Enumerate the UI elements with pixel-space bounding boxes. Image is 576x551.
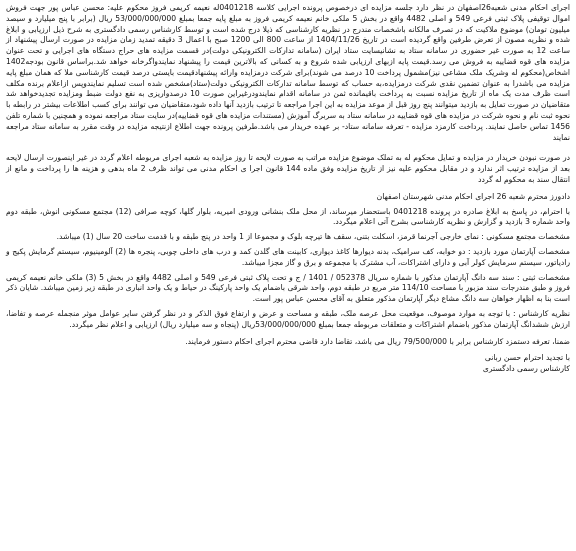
signature-closing: با تجدید احترام حسن ربانی xyxy=(484,353,570,363)
expert-fee-paragraph: ضمنا، تعرفه دستمزد کارشناس برابر با 79/500/000 ریال می باشد، تقاضا دارد قاضی محترم اجرای احکام دستور فرمایند. xyxy=(185,336,570,346)
judgment-creditor-clause-paragraph: در صورت نبودن خریدار در مزایده و تمایل محکوم له به تملک موضوع مزایده مراتب به صورت لایحه تا روز مزایده به شعبه اجرای مربوطه اعلام گردد در غیر اینصورت ارسال لایحه بعد از مزایده ترتیب اثر ندارد و در مقابل محکوم علیه نیز از تاریخ مزایده وفق ماده 144 قانون اجرا ی احکام مدنی می تواند ظرف 2 ماه بدهی و هزینه ها را پرداخت و مانع از انتقال سند به محکوم له گردد xyxy=(6,153,571,184)
report-addressee: دادورز محترم شعبه 26 اجرای احکام مدنی شهرستان اصفهان xyxy=(376,191,570,201)
registration-details-paragraph: مشخصات ثبتی : سند سه دانگ آپارتمان مذکور با شماره سریال 052378 / 1401 / ج و تحت پلاک ثبتی فرعی 549 و اصلی 4482 واقع در بخش 5 (3) ملکی خانم نعیمه کریمی فروز و طبق مندرجات سند مزبور با مساحت 114/10 متر مربع در طبقه دوم، واحد شرقی باضمام یک واحد پارکینگ در حیاط و یک واحد انباری در طبقه زیر زمین میباشد. شایان ذکر است بنا به اظهار خواهان سه دانگ مشاع دیگر آپارتمان مذکور متعلق به آقای محسن عباس پور است. xyxy=(6,272,571,304)
auction-announcement-paragraph: اجرای احکام مدنی شعبه26اصفهان در نظر دارد جلسه مزایده ای درخصوص پرونده اجرایی کلاسه 0401218له نعیمه کریمی فروز محکوم علیه: محسن عباس پور جهت فروش اموال توقیفی پلاک ثبتی فرعی 549 و اصلی 4482 واقع در بخش 5 ملکی خانم نعیمه کریمی فروز به مبلغ پایه جمعا بمبلغ 53/000/000/000 ریال (برابر با پنج میلیارد و سیصد میلیون تومان) موضوع ملاکیت که در تصرف مالکانه باشخصات مندرج در نظریه کارشناسی که ذیلا درج شده است و توسط کارشناس رسمی دادگستری به شرح ذیل ارزیابی و ابلاغ شده و نظریه مصون از تعرض طرفین واقع گردیده است در تاریخ 1404/11/26 از ساعت 800 الی 1200 صبح با اعمال 3 دقیقه تمدید زمان مزایده در صورت ارسال پیشنهاد از ساعت 12 به صورت غیر حضوری در سامانه ستاد به نشانیسایت ستاد ایران (سامانه تدارکات الکترونیکی دولت)در قسمت مزایده های حراج دستگاه های اجرایی و تحت عنوان مزایده های قوه قضاییه به فروش می رسد.قیمت پایه ازبهای ارزیابی شده شروع و به کسانی که بالاترین قیمت را پیشنهاد نمایندواگرخانه خواهد شد.براساس قانون بودجه1402 اشخاص(محکوم له وشریک ملک مشاعی نیز)مشمول پرداخت 10 درصد می شوند)برای شرکت درمزایده وارائه پیشنهادقیمت بایستی درصد قیمت کارشناسی ملا که همان مبلغ پایه مزایده می باشدرا به عنوان تضمین نقدی شرکت درمزایده،به حساب که توسط سامانه تدارکات الکترونیکی دولت(ستاد)مشخص شده است تسلیم نمایندوپس ازاعلام برنده مکلف است ظرف مدت یک ماه از تاریخ مزایده نسبت به پرداخت باقیمانده ثمن در سامانه اقدام نمایندودرغیراین صورت 10 درصدواریزی به نفع دولت ضبط ومزایده تجدیدخواهد شد متقاضیان در صورت تمایل به بازدید میتوانند پنج روز قبل از موعد مزایده به این اجرا مراجعه تا ترتیب بازدید آنها داده شود،متقاضیان می توانند برای کسب اطلاعات بیشتر در رابطه با نحوه ثبت نام و نحوه شرکت در مزایده های قوه قضاییه در سامانه ستاد به سربرگ آموزش (مستندات مزایده های قوه قضاییه)در سایت ستاد مراجعه نموده و همچنین با شماره تلفن 1456 تماس حاصل نمایند. پرداخت کارمزد مزایده - تعرفه سامانه ستاد- بر عهده خریدار می باشد.طرفین پرونده جهت اطلاع ازنتیجه مزایده در وقت مقرر به سامانه ستاد مراجعه نمایند xyxy=(6,3,571,142)
apartment-specifications-paragraph: مشخصات آپارتمان مورد بازدید : دو خوابه، کف سرامیک، بدنه دیوارها کاغذ دیواری، کابینت های گلدن کمد و درب های داخلی چوبی، پنجره ها (2) آلومینیوم، سیستم گرمایش پکیج و رادیاتور، سیستم سرمایش کولر آبی و دارای اشتراکات، آب مشترک با مجموعه و برق و گاز مجزا میباشد. xyxy=(6,246,570,267)
signature-title: کارشناس رسمی دادگستری xyxy=(482,364,570,374)
building-specifications-paragraph: مشخصات مجتمع مسکونی : نمای خارجی آجرنما قرمز، اسکلت بتنی، سقف ها تیرچه بلوک و مجموعا از 1 واحد در پنج طبقه و با قدمت ساخت 20 سال (1) میباشد. xyxy=(56,232,570,242)
expert-opinion-paragraph: نظریه کارشناس : با توجه به موارد موصوف، موقعیت محل عرصه ملک، طبقه و مساحت و عرض و ارتفاع فوق الذکر و در نظر گرفتن سایر عوامل موثر منجمله عرصه و تفاضا، ارزش ششدانگ آپارتمان مذکور باضمام اشتراکات و متعلقات مربوطه جمعا بمبلغ 53/000/000/000ریال (پنجاه و سه میلیارد ریال) ارزیابی و اعلام نظر میگردد. xyxy=(6,308,570,329)
report-introduction-paragraph: با احترام، در پاسخ به ابلاغ صادره در پرونده 0401218 باستحضار میرساند، از محل ملک بنشانی ورودی امیریه، بلوار گلها، کوچه صرافی (12) مجتمع مسکونی انوش، طبقه دوم واحد شماره 3 بازدید و گزارش و نظریه کارشناسی بشرح آتی اعلام میگردد. xyxy=(6,206,570,227)
